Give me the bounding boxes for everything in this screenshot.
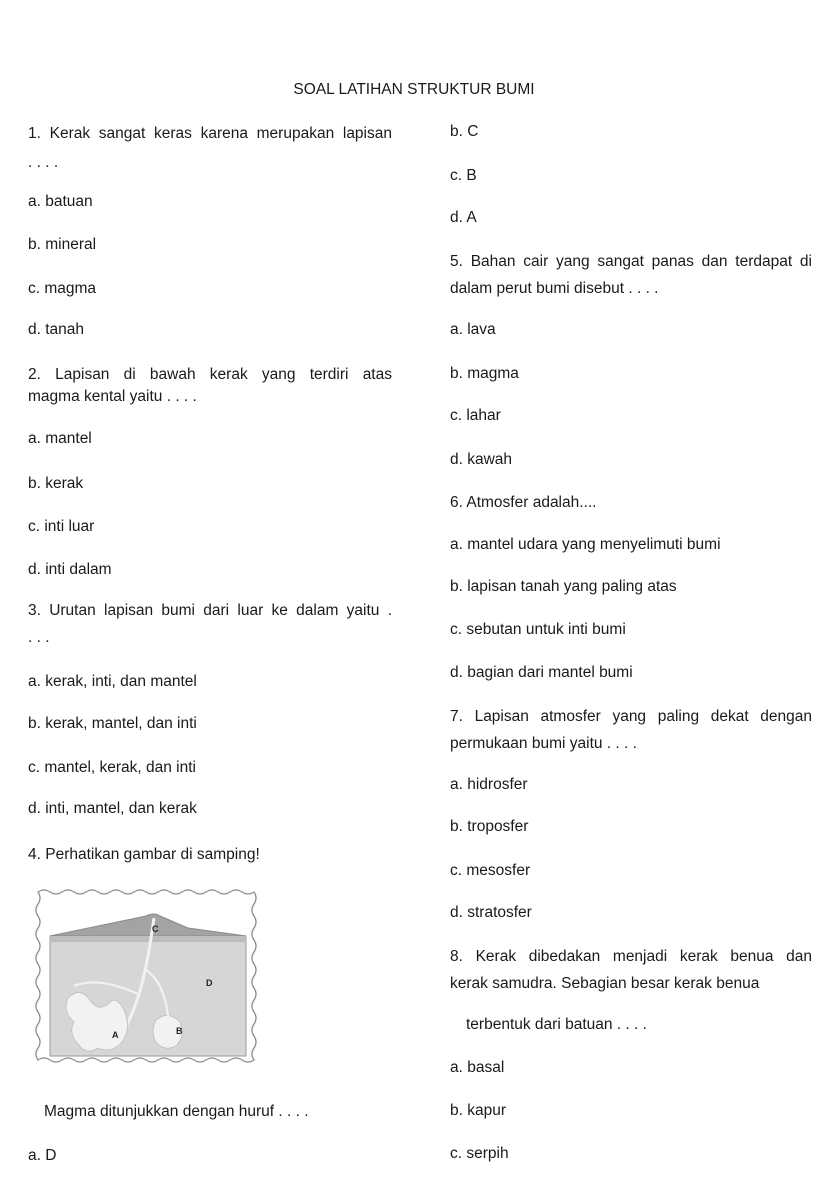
question-8-option-a[interactable]: a. basal bbox=[450, 1059, 505, 1076]
question-5-option-b[interactable]: b. magma bbox=[450, 365, 519, 382]
question-3-option-a[interactable]: a. kerak, inti, dan mantel bbox=[28, 673, 197, 690]
question-4-option-a[interactable]: a. D bbox=[28, 1147, 57, 1164]
question-8-text-cont-2: terbentuk dari batuan . . . . bbox=[466, 1016, 647, 1033]
question-6-option-b[interactable]: b. lapisan tanah yang paling atas bbox=[450, 578, 677, 595]
question-8-text-cont: kerak samudra. Sebagian besar kerak benua bbox=[450, 975, 760, 992]
earth-layers-figure bbox=[28, 886, 268, 1074]
question-4-option-d[interactable]: d. A bbox=[450, 209, 477, 226]
question-4-text-cont: Magma ditunjukkan dengan huruf . . . . bbox=[44, 1103, 309, 1120]
label-d: D bbox=[206, 978, 213, 988]
label-b: B bbox=[176, 1026, 183, 1036]
question-2-option-b[interactable]: b. kerak bbox=[28, 475, 84, 492]
question-7-text-cont: permukaan bumi yaitu . . . . bbox=[450, 735, 637, 752]
question-1-text-cont: . . . . bbox=[28, 154, 59, 171]
question-6-option-c[interactable]: c. sebutan untuk inti bumi bbox=[450, 621, 626, 638]
question-1-text: 1. Kerak sangat keras karena merupakan lapisan bbox=[28, 125, 392, 142]
question-1-option-a[interactable]: a. batuan bbox=[28, 193, 93, 210]
question-4-option-c[interactable]: c. B bbox=[450, 167, 477, 184]
question-3-option-c[interactable]: c. mantel, kerak, dan inti bbox=[28, 759, 196, 776]
question-3-option-b[interactable]: b. kerak, mantel, dan inti bbox=[28, 715, 197, 732]
question-6-option-a[interactable]: a. mantel udara yang menyelimuti bumi bbox=[450, 536, 721, 553]
question-2-option-a[interactable]: a. mantel bbox=[28, 430, 92, 447]
question-8-text: 8. Kerak dibedakan menjadi kerak benua dan bbox=[450, 948, 812, 965]
question-3-text-cont: . . . bbox=[28, 629, 50, 646]
question-3-option-d[interactable]: d. inti, mantel, dan kerak bbox=[28, 800, 197, 817]
question-7-option-c[interactable]: c. mesosfer bbox=[450, 862, 531, 879]
question-1-option-b[interactable]: b. mineral bbox=[28, 236, 97, 253]
question-5-option-d[interactable]: d. kawah bbox=[450, 451, 513, 468]
question-5-option-c[interactable]: c. lahar bbox=[450, 407, 501, 424]
label-a: A bbox=[112, 1030, 119, 1040]
question-7-option-b[interactable]: b. troposfer bbox=[450, 818, 529, 835]
question-5-text-cont: dalam perut bumi disebut . . . . bbox=[450, 280, 659, 297]
question-7-text: 7. Lapisan atmosfer yang paling dekat dengan bbox=[450, 708, 812, 725]
question-6-text: 6. Atmosfer adalah.... bbox=[450, 494, 597, 511]
question-7-option-a[interactable]: a. hidrosfer bbox=[450, 776, 528, 793]
question-8-option-b[interactable]: b. kapur bbox=[450, 1102, 507, 1119]
question-7-option-d[interactable]: d. stratosfer bbox=[450, 904, 532, 921]
question-2-text-cont: magma kental yaitu . . . . bbox=[28, 388, 197, 405]
question-1-option-d[interactable]: d. tanah bbox=[28, 321, 85, 338]
question-5-option-a[interactable]: a. lava bbox=[450, 321, 496, 338]
question-5-text: 5. Bahan cair yang sangat panas dan terdapat di bbox=[450, 253, 812, 270]
label-c: C bbox=[152, 924, 159, 934]
question-3-text: 3. Urutan lapisan bumi dari luar ke dalam yaitu . bbox=[28, 602, 392, 619]
question-8-option-c[interactable]: c. serpih bbox=[450, 1145, 509, 1162]
question-4-text: 4. Perhatikan gambar di samping! bbox=[28, 846, 260, 863]
question-2-option-c[interactable]: c. inti luar bbox=[28, 518, 95, 535]
question-2-option-d[interactable]: d. inti dalam bbox=[28, 561, 112, 578]
question-4-option-b[interactable]: b. C bbox=[450, 123, 479, 140]
question-6-option-d[interactable]: d. bagian dari mantel bumi bbox=[450, 664, 633, 681]
question-1-option-c[interactable]: c. magma bbox=[28, 280, 97, 297]
question-2-text: 2. Lapisan di bawah kerak yang terdiri atas bbox=[28, 366, 392, 383]
page-title: SOAL LATIHAN STRUKTUR BUMI bbox=[293, 81, 535, 98]
crust-layer bbox=[50, 936, 246, 942]
